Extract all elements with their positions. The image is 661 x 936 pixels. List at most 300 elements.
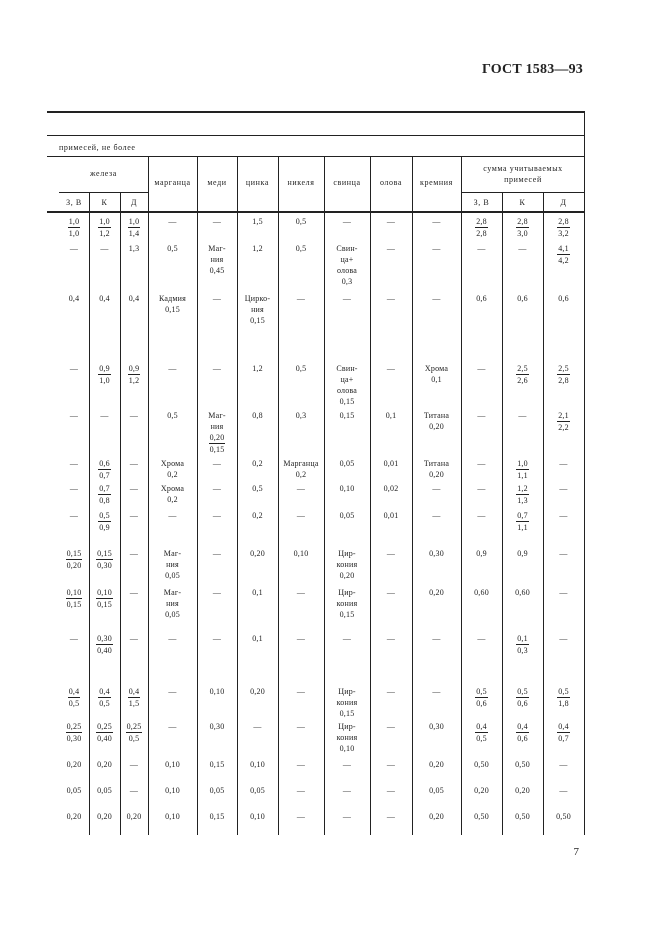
fraction-numerator: 0,7 [517, 511, 528, 520]
fraction-numerator: 0,5 [517, 687, 528, 696]
fraction-value [209, 432, 226, 455]
cell-line: 0,5 [252, 484, 263, 493]
table-cell [502, 363, 543, 386]
fraction-numerator: 1,0 [68, 217, 80, 226]
table-cell [148, 548, 197, 581]
header-iron: железа [90, 169, 117, 178]
cell-line: — [129, 549, 139, 558]
table-cell [148, 811, 197, 822]
cell-line: — [212, 364, 222, 373]
cell-line: — [342, 786, 352, 795]
table-cell [461, 483, 502, 494]
fraction-denominator: 0,6 [517, 734, 528, 743]
table-cell [461, 363, 502, 374]
fraction-value [557, 410, 570, 433]
table-cell [461, 759, 502, 770]
table-cell [324, 410, 370, 421]
table-cell [120, 548, 148, 559]
cell-line: 0,6 [558, 294, 569, 303]
table-cell [237, 243, 278, 254]
cell-line: — [342, 634, 352, 643]
table-cell [59, 216, 89, 239]
table-cell [461, 785, 502, 796]
cell-line: 0,30 [209, 722, 225, 731]
fraction-numerator: 1,0 [99, 217, 110, 226]
fraction-numerator: 0,4 [517, 722, 528, 731]
cell-line: — [296, 484, 306, 493]
cell-line: 0,10 [165, 812, 180, 821]
cell-line: — [296, 687, 306, 696]
table-cell [278, 759, 324, 770]
cell-line: 0,1 [252, 588, 263, 597]
table-cell [197, 587, 237, 598]
table-cell [543, 458, 584, 469]
fraction-value [475, 721, 488, 744]
table-cell [324, 243, 370, 287]
table-cell [120, 633, 148, 644]
table-cell [59, 759, 89, 770]
table-cell [148, 410, 197, 421]
cell-line: — [69, 364, 79, 373]
cell-line: Маг- [208, 411, 226, 420]
fraction-value [557, 686, 570, 709]
cell-line: кония [336, 560, 358, 569]
table-cell [370, 811, 412, 822]
cell-line: 0,1 [431, 375, 442, 384]
table-cell [370, 633, 412, 644]
subheader-total-d: Д [560, 198, 567, 207]
cell-line: — [477, 511, 486, 520]
table-cell [197, 363, 237, 374]
cell-line: — [559, 484, 568, 493]
table-cell [278, 363, 324, 374]
fraction-value [557, 216, 570, 239]
cell-line: 0,15 [339, 411, 355, 420]
table-cell [197, 811, 237, 822]
cell-line: Маг- [163, 588, 182, 597]
fraction-denominator: 0,15 [209, 445, 225, 454]
table-cell [197, 510, 237, 521]
table-cell [148, 293, 197, 315]
fraction-value [128, 686, 141, 709]
table-cell [502, 721, 543, 744]
fraction-denominator: 0,5 [99, 699, 110, 708]
cell-line: Марганца [283, 459, 319, 468]
impurities-table [47, 111, 584, 835]
cell-line: — [386, 549, 396, 558]
fraction-value [96, 721, 113, 744]
fraction-numerator: 0,5 [558, 687, 569, 696]
table-cell [89, 216, 120, 239]
cell-line: 0,2 [252, 459, 263, 468]
fraction-denominator: 1,8 [558, 699, 569, 708]
table-cell [120, 811, 148, 822]
cell-line: Свин- [336, 244, 358, 253]
table-cell [412, 811, 461, 822]
cell-line: — [432, 244, 441, 253]
cell-line: кония [336, 698, 358, 707]
table-cell [237, 293, 278, 326]
cell-line: — [559, 760, 568, 769]
cell-line: 0,05 [339, 459, 355, 468]
cell-line: Маг- [163, 549, 182, 558]
fraction-denominator: 0,30 [97, 561, 112, 570]
cell-line: кония [336, 599, 358, 608]
table-cell [412, 216, 461, 227]
cell-line: — [477, 634, 486, 643]
cell-line: 0,60 [474, 588, 489, 597]
fraction-numerator: 1,2 [517, 484, 528, 493]
table-cell [502, 483, 543, 506]
fraction-denominator: 0,20 [66, 561, 82, 570]
table-cell [502, 243, 543, 254]
cell-line: — [386, 364, 396, 373]
table-cell [89, 721, 120, 744]
table-cell [324, 721, 370, 754]
table-cell [324, 483, 370, 494]
table-cell [412, 410, 461, 432]
table-cell [237, 548, 278, 559]
cell-line: — [559, 511, 568, 520]
cell-line: 0,9 [517, 549, 528, 558]
cell-line: 0,2 [167, 495, 178, 504]
cell-line: 0,4 [68, 294, 80, 303]
cell-line: — [69, 511, 79, 520]
cell-line: 0,05 [250, 786, 265, 795]
cell-line: 0,15 [209, 760, 225, 769]
fraction-value [68, 216, 81, 239]
cell-line: 0,10 [209, 687, 225, 696]
table-cell [543, 686, 584, 709]
cell-line: Титана [423, 459, 450, 468]
table-cell [278, 483, 324, 494]
table-cell [543, 785, 584, 796]
fraction-denominator: 1,4 [128, 229, 140, 238]
table-cell [197, 721, 237, 732]
cell-line: 0,6 [476, 294, 487, 303]
table-cell [59, 483, 89, 494]
table-top-rule [47, 111, 584, 113]
table-cell [502, 587, 543, 598]
table-cell [412, 686, 461, 697]
table-cell [412, 587, 461, 598]
table-cell [412, 458, 461, 480]
cell-line: — [129, 588, 139, 597]
fraction-denominator: 0,3 [517, 646, 528, 655]
cell-line: 0,3 [341, 277, 353, 286]
cell-line: — [432, 687, 441, 696]
fraction-numerator: 2,8 [558, 217, 569, 226]
fraction-denominator: 1,3 [517, 496, 528, 505]
table-cell [197, 293, 237, 304]
cell-line: — [129, 786, 139, 795]
cell-line: — [432, 634, 441, 643]
table-cell [120, 785, 148, 796]
fraction-value [475, 216, 488, 239]
table-cell [502, 811, 543, 822]
table-cell [461, 721, 502, 744]
table-cell [197, 548, 237, 559]
table-cell [324, 686, 370, 719]
table-cell [59, 548, 89, 571]
table-cell [543, 759, 584, 770]
cell-line: — [432, 484, 441, 493]
fraction-value [557, 363, 570, 386]
cell-line: — [212, 549, 222, 558]
cell-line: — [342, 760, 352, 769]
table-cell [543, 216, 584, 239]
table-cell [120, 721, 148, 744]
cell-line: 1,3 [128, 244, 140, 253]
table-cell [237, 483, 278, 494]
cell-line: — [212, 634, 222, 643]
fraction-value [516, 483, 529, 506]
cell-line: — [129, 760, 139, 769]
header-copper: меди [207, 178, 227, 187]
cell-line [197, 432, 237, 455]
table-cell [120, 216, 148, 239]
table-cell [148, 686, 197, 697]
table-cell [324, 759, 370, 770]
group-label: примесей, не более [59, 143, 136, 152]
cell-line: — [212, 294, 222, 303]
table-cell [59, 458, 89, 469]
table-cell [324, 510, 370, 521]
fraction-value [516, 510, 529, 533]
table-cell [502, 410, 543, 421]
table-cell [148, 721, 197, 732]
cell-line: — [386, 588, 396, 597]
cell-line: 0,20 [429, 812, 444, 821]
fraction-numerator: 4,1 [558, 244, 569, 253]
table-cell [370, 686, 412, 697]
table-cell [237, 633, 278, 644]
cell-line: — [212, 511, 222, 520]
table-cell [461, 633, 502, 644]
table-cell [502, 548, 543, 559]
cell-line: — [168, 511, 177, 520]
fraction-denominator: 1,1 [517, 471, 528, 480]
table-cell [324, 363, 370, 407]
table-cell [502, 686, 543, 709]
cell-line: Цир- [338, 549, 356, 558]
table-cell [461, 410, 502, 421]
cell-line: 0,20 [66, 760, 82, 769]
cell-line: — [518, 244, 527, 253]
col-divider [370, 156, 371, 835]
fraction-denominator: 1,2 [128, 376, 140, 385]
cell-line: — [168, 634, 177, 643]
fraction-numerator: 0,10 [66, 588, 82, 597]
fraction-denominator: 0,7 [558, 734, 569, 743]
table-cell [148, 785, 197, 796]
fraction-denominator: 0,5 [128, 734, 140, 743]
cell-line: — [296, 634, 306, 643]
cell-line: — [559, 786, 568, 795]
cell-line: Цир- [338, 687, 356, 696]
table-cell [148, 587, 197, 620]
table-cell [148, 363, 197, 374]
table-cell [237, 216, 278, 227]
table-cell [120, 363, 148, 386]
table-cell [197, 633, 237, 644]
cell-line: Цир- [338, 588, 356, 597]
cell-line: — [386, 722, 396, 731]
table-cell [412, 759, 461, 770]
cell-line: ния [251, 305, 264, 314]
cell-line: — [168, 217, 177, 226]
fraction-denominator: 1,5 [128, 699, 140, 708]
table-cell [89, 633, 120, 656]
cell-line: — [168, 687, 177, 696]
table-cell [237, 785, 278, 796]
cell-line: Цир- [338, 722, 356, 731]
cell-line: 0,05 [209, 786, 225, 795]
cell-line: 0,05 [165, 610, 180, 619]
fraction-denominator: 0,40 [97, 646, 112, 655]
cell-line: — [477, 459, 486, 468]
header-zinc: цинка [245, 178, 270, 187]
cell-line: — [386, 244, 396, 253]
cell-line: 0,50 [474, 812, 489, 821]
table-cell [370, 548, 412, 559]
fraction-numerator: 0,25 [97, 722, 112, 731]
fraction-denominator: 2,8 [476, 229, 487, 238]
table-cell [148, 633, 197, 644]
table-cell [120, 458, 148, 469]
fraction-denominator: 0,30 [66, 734, 82, 743]
fraction-value [66, 587, 83, 610]
table-cell [197, 410, 237, 455]
cell-line: 0,01 [383, 459, 399, 468]
cell-line: — [296, 760, 306, 769]
table-cell [278, 587, 324, 598]
table-cell [89, 548, 120, 571]
table-cell [59, 410, 89, 421]
table-cell [89, 811, 120, 822]
fraction-numerator: 0,5 [476, 687, 487, 696]
cell-line: ния [210, 255, 224, 264]
table-cell [237, 363, 278, 374]
fraction-value [98, 483, 111, 506]
table-cell [461, 458, 502, 469]
fraction-numerator: 0,4 [68, 687, 80, 696]
fraction-numerator: 0,10 [97, 588, 112, 597]
cell-line: 0,5 [295, 364, 307, 373]
cell-line: 0,50 [474, 760, 489, 769]
fraction-numerator: 2,8 [476, 217, 487, 226]
fraction-value [557, 721, 570, 744]
cell-line: Маг- [208, 244, 226, 253]
table-cell [502, 633, 543, 656]
cell-line: — [69, 484, 79, 493]
cell-line: 0,8 [252, 411, 263, 420]
table-cell [197, 216, 237, 227]
table-rule [47, 156, 584, 157]
table-cell [278, 458, 324, 480]
table-cell [120, 293, 148, 304]
table-cell [278, 633, 324, 644]
table-cell [59, 363, 89, 374]
cell-line: — [432, 294, 441, 303]
table-cell [324, 548, 370, 581]
fraction-numerator: 0,20 [209, 433, 225, 442]
table-cell [89, 587, 120, 610]
cell-line: 0,20 [250, 687, 265, 696]
cell-line: 0,2 [167, 470, 178, 479]
table-cell [148, 458, 197, 480]
cell-line: 0,10 [293, 549, 309, 558]
table-cell [89, 483, 120, 506]
cell-line: 0,01 [383, 511, 399, 520]
header-nickel: никеля [287, 178, 315, 187]
cell-line: 0,5 [295, 217, 307, 226]
cell-line: 0,4 [99, 294, 110, 303]
table-cell [89, 410, 120, 421]
header-lead: свинца [333, 178, 361, 187]
table-cell [59, 686, 89, 709]
cell-line: 0,20 [429, 760, 444, 769]
table-cell [412, 510, 461, 521]
fraction-numerator: 0,9 [99, 364, 110, 373]
cell-line: 0,05 [97, 786, 112, 795]
fraction-numerator: 0,25 [66, 722, 82, 731]
table-rule [47, 135, 584, 136]
cell-line: 0,20 [515, 786, 530, 795]
table-cell [59, 293, 89, 304]
fraction-denominator: 0,6 [517, 699, 528, 708]
table-cell [148, 759, 197, 770]
cell-line: кония [336, 733, 358, 742]
cell-line: — [559, 459, 568, 468]
table-cell [461, 587, 502, 598]
table-cell [59, 633, 89, 644]
table-cell [237, 721, 278, 732]
table-cell [412, 633, 461, 644]
cell-line: 0,50 [556, 812, 571, 821]
table-cell [237, 759, 278, 770]
table-cell [412, 363, 461, 385]
fraction-denominator: 3,0 [517, 229, 528, 238]
cell-line: — [129, 511, 139, 520]
cell-line: — [212, 588, 222, 597]
cell-line: 1,5 [252, 217, 263, 226]
table-cell [370, 510, 412, 521]
cell-line: 0,10 [339, 484, 355, 493]
table-cell [278, 410, 324, 421]
cell-line: — [129, 634, 139, 643]
cell-line: ния [166, 599, 179, 608]
table-cell [412, 548, 461, 559]
header-bottom-rule [47, 211, 584, 213]
table-cell [278, 785, 324, 796]
table-cell [278, 243, 324, 254]
table-cell [120, 510, 148, 521]
cell-line: 0,1 [385, 411, 397, 420]
table-cell [543, 410, 584, 433]
cell-line: — [296, 294, 306, 303]
cell-line: ния [166, 560, 179, 569]
fraction-numerator: 0,30 [97, 634, 112, 643]
fraction-denominator: 0,40 [97, 734, 112, 743]
table-cell [543, 243, 584, 266]
cell-line: — [212, 484, 222, 493]
table-cell [543, 548, 584, 559]
fraction-numerator: 0,15 [97, 549, 112, 558]
cell-line: 0,2 [252, 511, 263, 520]
fraction-value [516, 458, 529, 481]
cell-line: 0,10 [250, 760, 265, 769]
